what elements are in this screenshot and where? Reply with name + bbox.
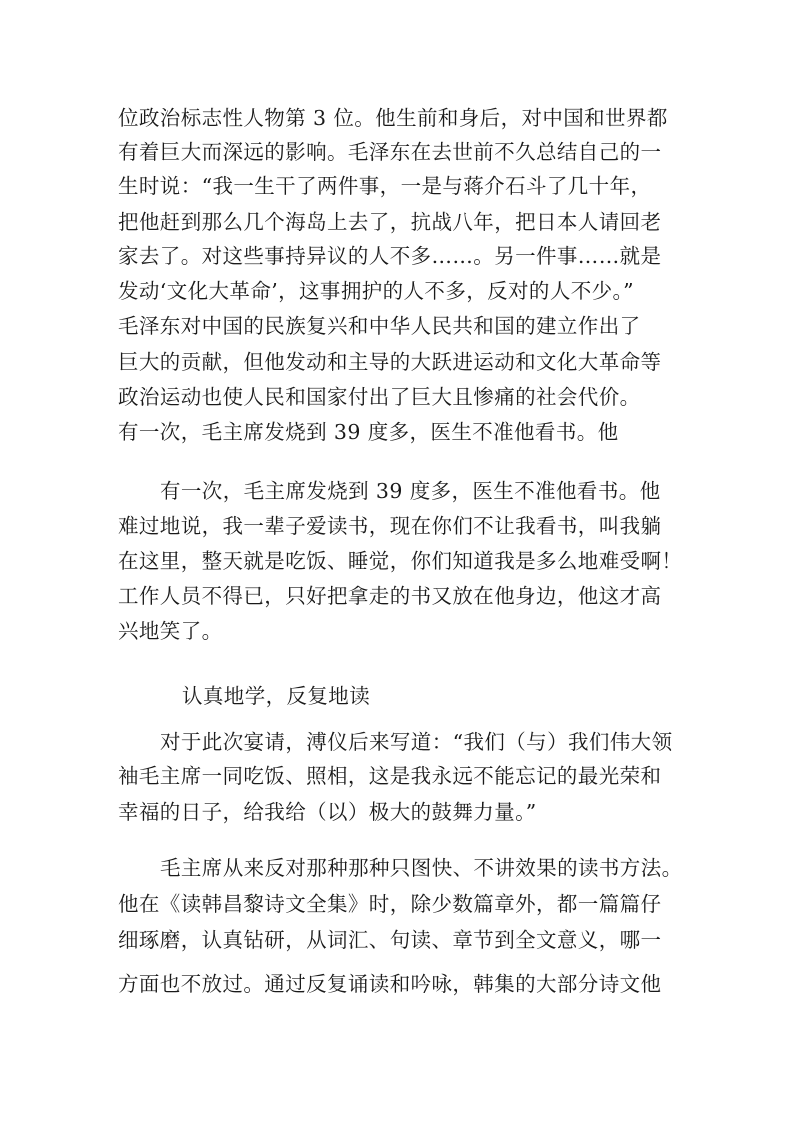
text-line: 他在《读韩昌黎诗文全集》时，除少数篇章外，都一篇篇仔 xyxy=(118,892,662,916)
text-line: 有一次，毛主席发烧到 39 度多，医生不准他看书。他 xyxy=(160,479,661,503)
text-line: 有着巨大而深远的影响。毛泽东在去世前不久总结自己的一 xyxy=(118,140,662,164)
text-line: 方面也不放过。通过反复诵读和吟咏，韩集的大部分诗文他 xyxy=(118,972,662,996)
text-line: 发动‘文化大革命’，这事拥护的人不多，反对的人不少。” xyxy=(118,279,635,303)
text-line: 工作人员不得已，只好把拿走的书又放在他身边，他这才高 xyxy=(118,584,662,608)
text-line: 在这里，整天就是吃饭、睡觉，你们知道我是多么地难受啊！ xyxy=(118,549,683,573)
text-line: 有一次，毛主席发烧到 39 度多，医生不准他看书。他 xyxy=(118,420,619,444)
text-line: 毛泽东对中国的民族复兴和中华人民共和国的建立作出了 xyxy=(118,314,641,338)
text-line: 巨大的贡献，但他发动和主导的大跃进运动和文化大革命等 xyxy=(118,350,662,374)
text-line: 把他赶到那么几个海岛上去了，抗战八年，把日本人请回老 xyxy=(118,210,662,234)
text-line: 家去了。对这些事持异议的人不多……。另一件事……就是 xyxy=(118,244,662,268)
text-line: 细琢磨，认真钻研，从词汇、句读、章节到全文意义，哪一 xyxy=(118,928,662,952)
text-line: 难过地说，我一辈子爱读书，现在你们不让我看书，叫我躺 xyxy=(118,514,662,538)
text-line: 袖毛主席一同吃饭、照相，这是我永远不能忘记的最光荣和 xyxy=(118,764,662,788)
text-line: 对于此次宴请，溥仪后来写道：“我们（与）我们伟大领 xyxy=(160,730,673,754)
text-line: 位政治标志性人物第 3 位。他生前和身后，对中国和世界都 xyxy=(118,106,668,130)
text-line: 生时说：“我一生干了两件事，一是与蒋介石斗了几十年， xyxy=(118,174,652,198)
section-heading: 认真地学，反复地读 xyxy=(182,684,371,708)
text-line: 幸福的日子，给我给（以）极大的鼓舞力量。” xyxy=(118,800,537,824)
text-line: 毛主席从来反对那种那种只图快、不讲效果的读书方法。 xyxy=(160,856,683,880)
text-line: 兴地笑了。 xyxy=(118,619,223,643)
text-line: 政治运动也使人民和国家付出了巨大且惨痛的社会代价。 xyxy=(118,385,641,409)
